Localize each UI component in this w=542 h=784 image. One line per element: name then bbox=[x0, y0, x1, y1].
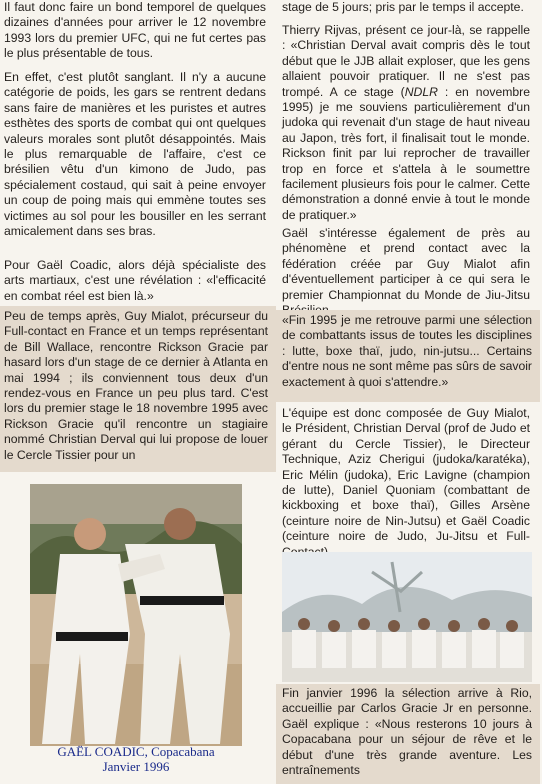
right-paragraph-4: L'équipe est donc composée de Guy Mialot, le Président, Christian Derval (prof de Judo et gérant du Cercle Tissier), le Directeur Technique, Aziz Cherigui (judoka/karatéka), Eric Mélin (judoka), Eric Lavigne (champion de lutte), Daniel Quoniam (combattant de kickboxing et boxe thaï), Gilles Arsène (ceinture noire de Nin-Jutsu) et Gaël Coadic (ceinture noire de Judo, Ju-Jitsu et Full- bbox=[282, 406, 530, 544]
caption-line-1: GAËL COADIC, Copacabana bbox=[57, 744, 215, 759]
left-highlight-box bbox=[0, 306, 276, 472]
right-box-text: «Fin 1995 je me retrouve parmi une sélection de combattants issus de toutes les disciplines : lutte, boxe thaï, judo, nin-jutsu... Certains d'entre nous ne sont même pas sûrs de savoir exactement à quoi s'attendre.» bbox=[282, 313, 532, 389]
right-paragraph-1: stage de 5 jours; pris par le temps il accepte. bbox=[282, 0, 524, 14]
left-paragraph-1: Il faut donc faire un bond temporel de quelques dizaines d'années pour arriver le 12 novembre 1993 lors du premier UFC, qui ne fut certes pas le plus présentable de tous. bbox=[4, 0, 266, 61]
right-bottom-box bbox=[276, 684, 540, 784]
right-paragraph-2-part-a: Thierry Rijvas, présent ce jour-là, se rappelle : «Christian Derval avait compris dès le tout début que le JJB allait exploser, que les gens allaient pouvoir pratiquer. Il ne s'est pas trompé. A ce stage ( bbox=[282, 23, 530, 99]
judo-photo-image bbox=[30, 484, 242, 746]
right-bottom-box-text: Fin janvier 1996 la sélection arrive à Rio, accueillie par Carlos Gracie Jr en personne. Gaël explique : «Nous resterons 10 jours à Copacabana pour un séjour de rêve et le début d'une très grande aventure. Les entraînements bbox=[282, 686, 532, 778]
right-paragraph-2-part-b: : en novembre 1995) je me souviens particulièrement d'un judoka qui revenait d'un stage de haut niveau au Japon, très fort, il finalisait tout le monde. Rickson finit par lui reprocher de travailler trop en force et s'attela à le soumettre facilement plusieurs fois pour le calmer. Cette démonstration a donné envie à tout le monde de pratiquer.» bbox=[282, 84, 531, 222]
caption-line-2: Janvier 1996 bbox=[102, 759, 170, 774]
right-paragraph-2 bbox=[282, 23, 530, 223]
right-paragraph-3: Gaël s'intéresse également de près au phénomène et prend contact avec la fédération créée par Guy Mialot afin d'éventuellement participer à ce qui sera le premier Championnat du Monde de Jiu-Jitsu bbox=[282, 226, 530, 302]
left-paragraph-2: En effet, c'est plutôt sanglant. Il n'y a aucune catégorie de poids, les gars se rentrent dedans sans faire de manières et les puristes et autres esthètes des sports de combat qui ont quelques valeurs morales sont plutôt désappointés. Mais le plus remarquable de l'affaire, c'est ce brésilien vêtu d'un kimono de Judo, pas spécialement costaud, qui sait à peine envoyer un coup de poing mais qui emmène toutes ses victimes au sol pour les bousiller en les serrant amicalement dans ses bras. bbox=[4, 70, 266, 239]
judo-photo bbox=[30, 484, 242, 746]
right-highlight-box bbox=[276, 310, 540, 402]
left-paragraph-3: Pour Gaël Coadic, alors déjà spécialiste des arts martiaux, c'est une révélation : «l'efficacité en combat réel est bien là.» bbox=[4, 258, 266, 303]
photo-caption bbox=[30, 744, 242, 774]
ndlr-note: NDLR bbox=[404, 84, 438, 99]
team-photo-image bbox=[282, 552, 532, 682]
left-box-text: Peu de temps après, Guy Mialot, précurseur du Full-contact en France et un temps représentant de Bill Wallace, rencontre Rickson Gracie par hasard lors d'un stage de ce dernier à Atlanta en mai 1994 ; ils conviennent tous deux d'un rendez-vous en France un peu plus tard. C'est lors du premier stage le 18 novembre 1995 avec Rickson Gracie qu'il rencontre un stagiaire nommé Christian Derval qui lui propose de louer le Cercle Tissier pour un bbox=[4, 309, 268, 462]
team-photo bbox=[282, 552, 532, 682]
